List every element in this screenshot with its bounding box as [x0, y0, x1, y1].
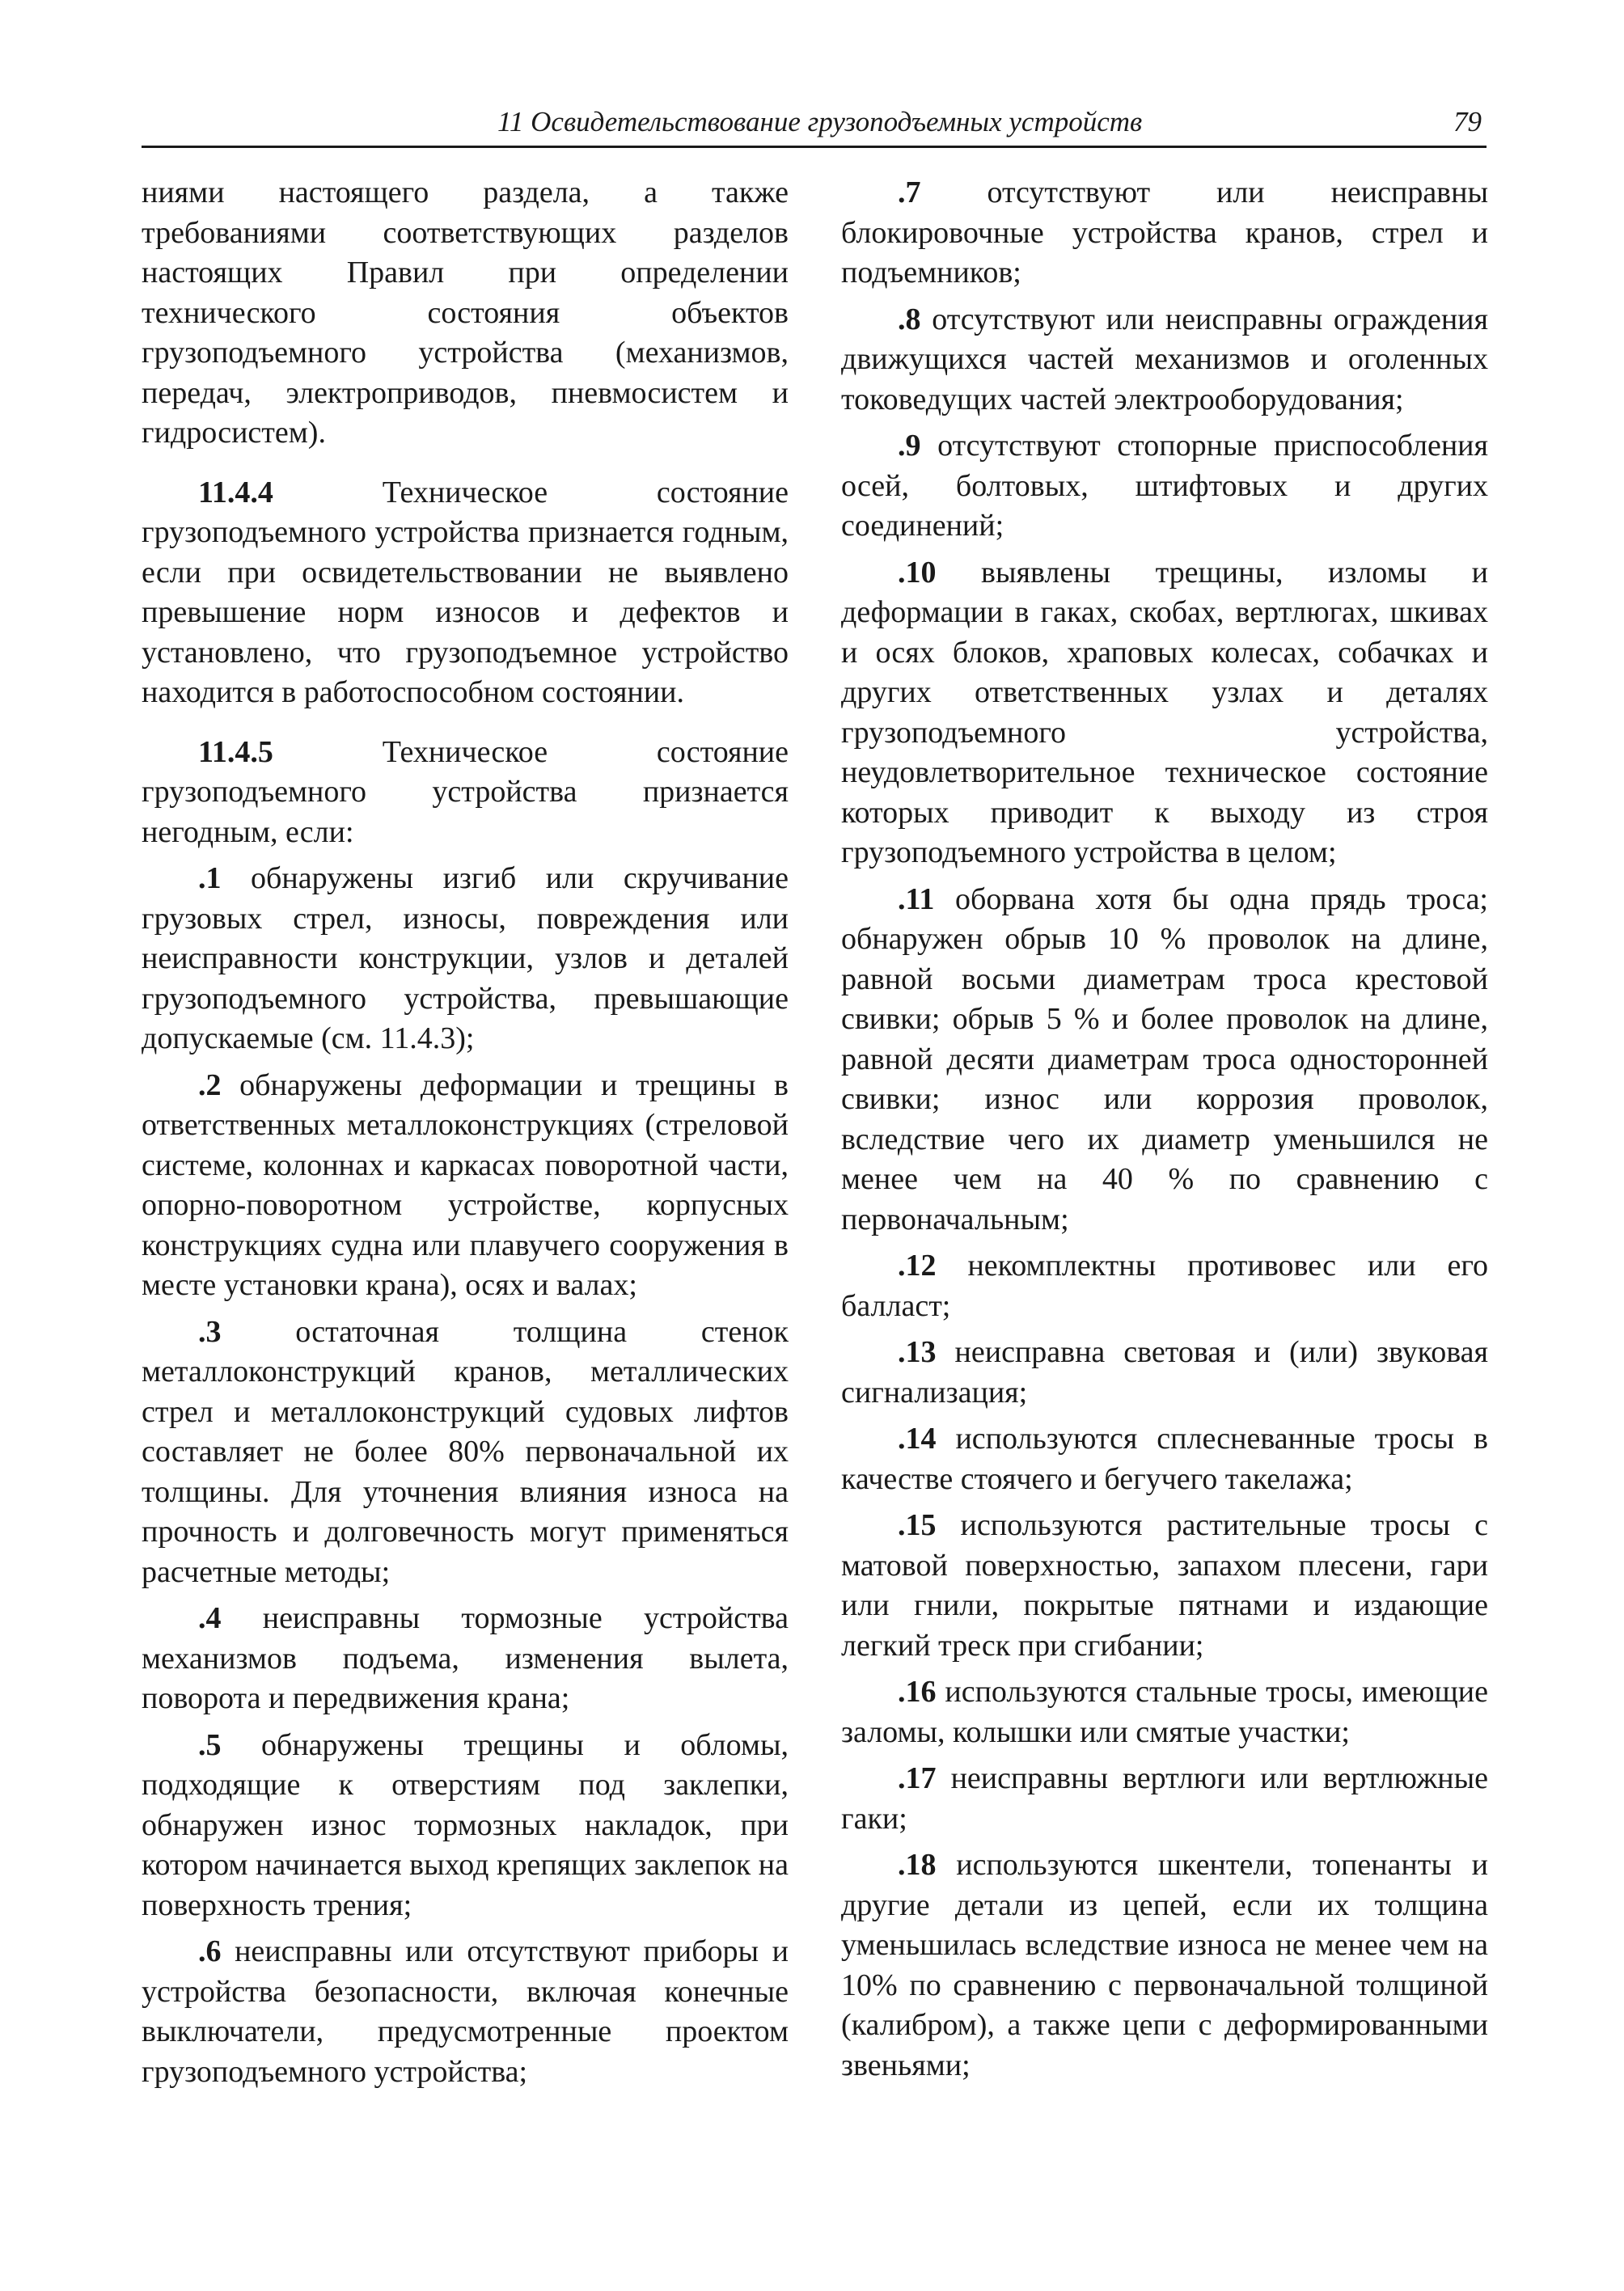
list-item-10 — [841, 553, 1488, 873]
item-text: неисправны вертлюги или вертлюжные гаки; — [841, 1761, 1488, 1836]
item-number: .6 — [198, 1934, 222, 1968]
item-text: оборвана хотя бы одна прядь троса; обнаружен обрыв 10 % проволок на длине, равной восьми диаметрам троса крестовой свивки; обрыв 5 % и более проволок на длине, равной десяти диаметрам троса односторонней свивки; износ или коррозия проволок, вследствие чего их диаметр уменьшился не менее чем на 40 % по сравнению с первоначальным; — [841, 881, 1488, 1236]
page-number: 79 — [1453, 106, 1482, 137]
list-item-13 — [841, 1333, 1488, 1413]
item-number: .13 — [898, 1335, 937, 1369]
list-item-5 — [142, 1726, 789, 1926]
clause-number: 11.4.4 — [198, 475, 273, 509]
continued-paragraph: ниями настоящего раздела, а также требованиями соответствующих разделов настоящих Правил при определении технического состояния объектов грузоподъемного устройства (механизмов, передач, электроприводов, пневмосистем и гидросистем). — [142, 175, 789, 450]
item-number: .3 — [198, 1314, 222, 1349]
list-item-18 — [841, 1845, 1488, 2086]
list-item-8 — [841, 300, 1488, 421]
item-text: некомплектны противовес или его балласт; — [841, 1249, 1488, 1323]
item-text: обнаружены деформации и трещины в ответственных металлоконструкциях (стреловой системе, колоннах и каркасах поворотной части, опорно-поворотном устройстве, корпусных конструкциях судна или плавучего сооружения в месте установки крана), осях и валах; — [142, 1067, 789, 1302]
item-number: .10 — [898, 555, 937, 590]
item-text: используются сплесневанные тросы в качестве стоячего и бегучего такелажа; — [841, 1422, 1488, 1496]
header-title: 11 Освидетельствование грузоподъемных устройств — [497, 106, 1143, 137]
list-item-16 — [841, 1672, 1488, 1752]
item-number: .18 — [898, 1848, 937, 1882]
item-text: неисправна световая и (или) звуковая сигнализация; — [841, 1335, 1488, 1410]
item-text: используются растительные тросы с матовой поверхностью, запахом плесени, гари или гнили, покрытые пятнами и издающие легкий треск при сгибании; — [841, 1508, 1488, 1663]
item-text: используются стальные тросы, имеющие заломы, колышки или смятые участки; — [841, 1675, 1488, 1749]
list-item-2 — [142, 1066, 789, 1306]
item-text: неисправны или отсутствуют приборы и устройства безопасности, включая конечные выключатели, предусмотренные проектом грузоподъемного устройства; — [142, 1934, 789, 2089]
list-item-6 — [142, 1932, 789, 2092]
item-text: остаточная толщина стенок металлоконструкций кранов, металлических стрел и металлоконструкций судовых лифтов составляет не более 80% первоначальной их толщины. Для уточнения влияния износа на прочность и долговечность могут применяться расчетные методы; — [142, 1314, 789, 1589]
item-text: отсутствуют стопорные приспособления осей, болтовых, штифтовых и других соединений; — [841, 429, 1488, 543]
clause-text: Техническое состояние грузоподъемного устройства признается негодным, если: — [142, 734, 789, 849]
item-number: .2 — [198, 1067, 222, 1102]
list-item-14 — [841, 1419, 1488, 1499]
clause-11-4-4 — [142, 473, 789, 713]
item-number: .16 — [898, 1675, 937, 1709]
list-item-15 — [841, 1506, 1488, 1666]
item-number: .8 — [898, 302, 921, 336]
running-header — [142, 102, 1487, 148]
item-number: .14 — [898, 1422, 937, 1456]
list-item-9 — [841, 426, 1488, 547]
left-column — [142, 173, 789, 2092]
item-text: обнаружены изгиб или скручивание грузовых стрел, износы, повреждения или неисправности конструкции, узлов и деталей грузоподъемного устройства, превышающие допускаемые (см. 11.4.3); — [142, 861, 789, 1055]
item-text: обнаружены трещины и обломы, подходящие к отверстиям под заклепки, обнаружен износ тормозных накладок, при котором начинается выход крепящих заклепок на поверхность трения; — [142, 1727, 789, 1922]
item-number: .4 — [198, 1601, 222, 1635]
right-column — [841, 173, 1488, 2086]
item-number: .11 — [898, 881, 935, 916]
list-item-4 — [142, 1599, 789, 1719]
list-item-7 — [841, 173, 1488, 294]
item-number: .15 — [898, 1508, 937, 1542]
list-item-3 — [142, 1312, 789, 1593]
item-number: .9 — [898, 429, 921, 463]
item-number: .17 — [898, 1761, 937, 1795]
item-number: .12 — [898, 1249, 937, 1283]
clause-11-4-5 — [142, 733, 789, 853]
item-text: неисправны тормозные устройства механизмов подъема, изменения вылета, поворота и передвижения крана; — [142, 1601, 789, 1715]
item-number: .5 — [198, 1727, 222, 1762]
clause-text: Техническое состояние грузоподъемного устройства признается годным, если при освидетельствовании не выявлено превышение норм износов и дефектов и установлено, что грузоподъемное устройство находится в работоспособном состоянии. — [142, 475, 789, 709]
item-text: используются шкентели, топенанты и другие детали из цепей, если их толщина уменьшилась вследствие износа не менее чем на 10% по сравнению с первоначальной толщиной (калибром), а также цепи с деформированными звеньями; — [841, 1848, 1488, 2082]
clause-number: 11.4.5 — [198, 734, 273, 769]
list-item-12 — [841, 1246, 1488, 1326]
item-number: .1 — [198, 861, 222, 895]
item-text: отсутствуют или неисправны блокировочные устройства кранов, стрел и подъемников; — [841, 175, 1488, 290]
item-text: отсутствуют или неисправны ограждения движущихся частей механизмов и оголенных токоведущих частей электрооборудования; — [841, 302, 1488, 416]
list-item-1 — [142, 859, 789, 1059]
list-item-17 — [841, 1759, 1488, 1839]
list-item-11 — [841, 880, 1488, 1241]
item-number: .7 — [898, 175, 921, 209]
item-text: выявлены трещины, изломы и деформации в гаках, скобах, вертлюгах, шкивах и осях блоков, храповых колесах, собачках и других ответственных узлах и деталях грузоподъемного устройства, неудовлетворительное техническое состояние которых приводит к выходу из строя грузоподъемного устройства в целом; — [841, 555, 1488, 869]
